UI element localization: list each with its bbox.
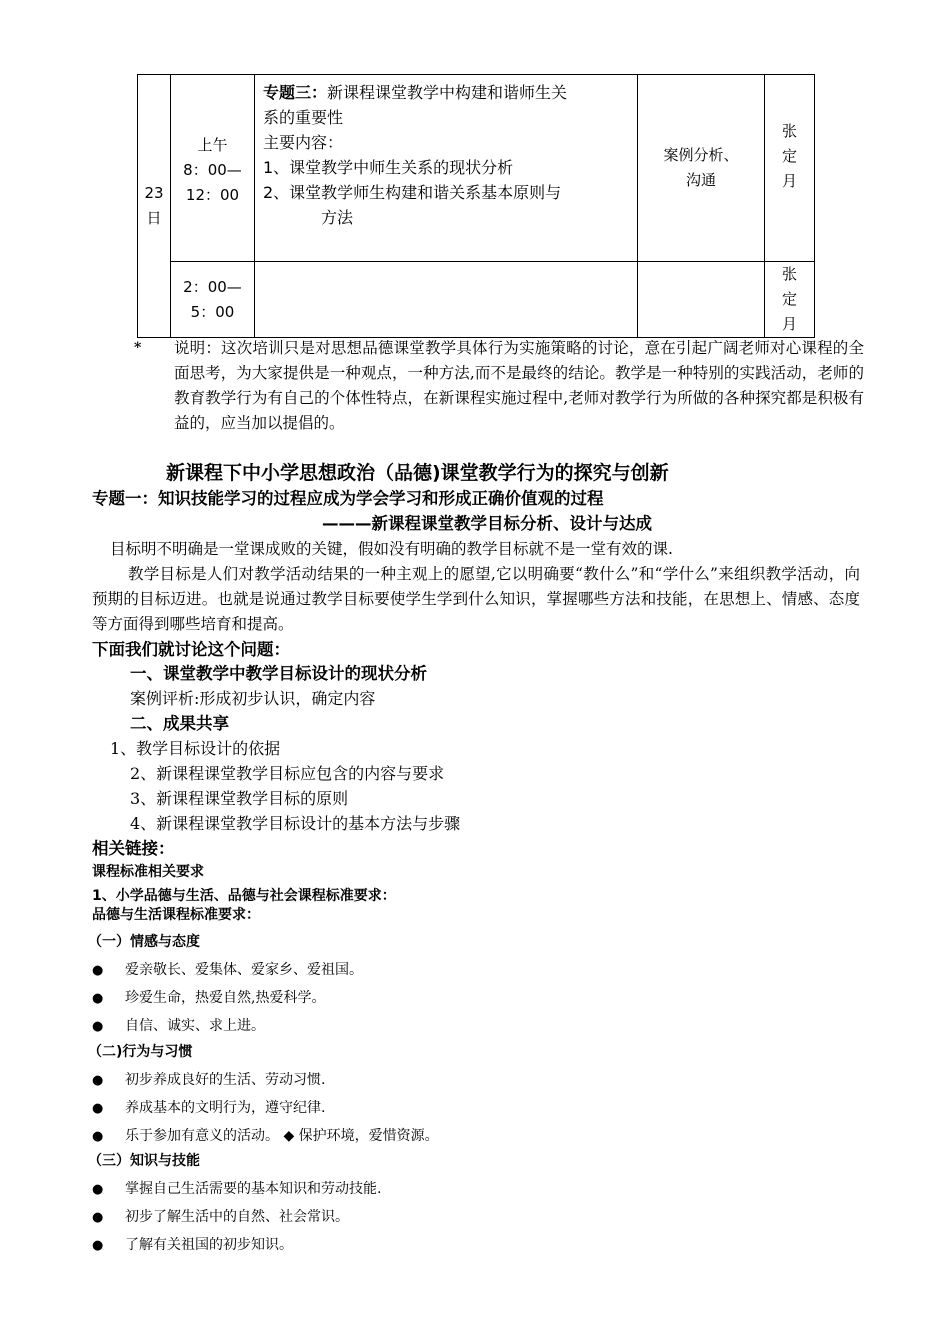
list-item-text: 了解有关祖国的初步知识。 bbox=[125, 1237, 293, 1253]
bullet-icon: ● bbox=[92, 963, 104, 978]
list-item-2: 2、新课程课堂教学目标应包含的内容与要求 bbox=[130, 764, 445, 783]
time-text: 2：00— bbox=[183, 277, 242, 296]
bullet-icon: ● bbox=[92, 1101, 104, 1116]
method-text: 案例分析、 bbox=[663, 146, 739, 164]
list-item-4: 4、新课程课堂教学目标设计的基本方法与步骤 bbox=[130, 814, 461, 833]
time-text: 上午 bbox=[197, 135, 228, 154]
time-text: 12：00 bbox=[185, 185, 240, 204]
list-item bbox=[92, 1206, 349, 1226]
person-char: 张 bbox=[781, 265, 797, 283]
list-item-3: 3、新课程课堂教学目标的原则 bbox=[130, 789, 349, 808]
schedule-person-afternoon bbox=[765, 262, 815, 338]
list-item bbox=[92, 1178, 381, 1198]
list-item-1: 1、教学目标设计的依据 bbox=[110, 739, 281, 758]
note-text: 说明：这次培训只是对思想品德课堂教学具体行为实施策略的讨论，意在引起广阔老师对心课程的全面思考，为大家提供是一种观点，一种方法,而不是最终的结论。教学是一种特别的实践活动，老师的教育教学行为有自己的个体性特点，在新课程实施过程中,老师对教学行为所做的各种探究都是积极有益的，应当加以提倡的。 bbox=[174, 339, 864, 432]
list-item-text: 自信、诚实、求上进。 bbox=[125, 1018, 265, 1034]
person-char: 月 bbox=[781, 172, 797, 190]
content-item-cont: 方法 bbox=[321, 208, 354, 227]
schedule-row-morning bbox=[138, 75, 815, 262]
list-item bbox=[92, 1069, 325, 1089]
topic1-title: 专题一：知识技能学习的过程应成为学会学习和形成正确价值观的过程 bbox=[92, 489, 604, 508]
topic-title: 新课程课堂教学中构建和谐师生关 bbox=[327, 83, 568, 102]
bullet-icon: ● bbox=[92, 1182, 104, 1197]
topic-head: 专题三： bbox=[263, 83, 328, 102]
para-1: 目标明不明确是一堂课成败的关键，假如没有明确的教学目标就不是一堂有效的课. bbox=[110, 540, 673, 558]
schedule-day-cell bbox=[138, 75, 171, 338]
bullet-icon: ● bbox=[92, 1238, 104, 1253]
standard-title: 课程标准相关要求 bbox=[92, 864, 204, 880]
list-item-text: 掌握自己生活需要的基本知识和劳动技能. bbox=[125, 1181, 382, 1197]
content-item: 1、课堂教学中师生关系的现状分析 bbox=[263, 158, 514, 177]
list-item bbox=[92, 1234, 293, 1254]
para-2-text: 教学目标是人们对教学活动结果的一种主观上的愿望,它以明确要“教什么”和“学什么”来组织教学活动，向预期的目标迈进。也就是说通过教学目标要使学生学到什么知识，掌握哪些方法和技能，在思想上、情感、态度等方面得到哪些培育和提高。 bbox=[92, 565, 860, 633]
schedule-time-morning bbox=[171, 75, 255, 262]
content-item: 2、课堂教学师生构建和谐关系基本原则与 bbox=[263, 183, 562, 202]
schedule-table bbox=[137, 74, 815, 338]
time-text: 5：00 bbox=[190, 302, 235, 321]
standard-1: 1、小学品德与生活、品德与社会课程标准要求： bbox=[92, 888, 396, 904]
schedule-time-afternoon bbox=[171, 262, 255, 338]
list-item-text: 乐于参加有意义的活动。 ◆ 保护环境，爱惜资源。 bbox=[125, 1128, 439, 1144]
topic-title-cont: 系的重要性 bbox=[263, 108, 344, 127]
list-item bbox=[92, 1125, 439, 1145]
bullet-icon: ● bbox=[92, 991, 104, 1006]
standard-1-sub: 品德与生活课程标准要求： bbox=[92, 907, 260, 923]
list-item-text: 初步了解生活中的自然、社会常识。 bbox=[125, 1209, 349, 1225]
person-char: 月 bbox=[781, 315, 797, 333]
discuss-heading: 下面我们就讨论这个问题： bbox=[92, 640, 290, 659]
section-1-heading: 一、课堂教学中教学目标设计的现状分析 bbox=[130, 664, 427, 683]
note-star: * bbox=[134, 340, 142, 356]
group-2-heading: （二)行为与习惯 bbox=[88, 1044, 193, 1060]
list-item-text: 珍爱生命，热爱自然,热爱科学。 bbox=[125, 990, 326, 1006]
schedule-topic-afternoon bbox=[255, 262, 638, 338]
list-item-text: 初步养成良好的生活、劳动习惯. bbox=[125, 1072, 326, 1088]
list-item bbox=[92, 1015, 265, 1035]
person-char: 定 bbox=[781, 290, 797, 308]
group-1-heading: （一）情感与态度 bbox=[88, 934, 200, 950]
schedule-row-afternoon bbox=[138, 262, 815, 338]
list-item bbox=[92, 959, 363, 979]
list-item bbox=[92, 1097, 325, 1117]
topic1-subtitle: ———新课程课堂教学目标分析、设计与达成 bbox=[322, 514, 652, 533]
note-block bbox=[134, 336, 864, 436]
person-char: 张 bbox=[781, 122, 797, 140]
schedule-topic-morning bbox=[255, 75, 638, 262]
bullet-icon: ● bbox=[92, 1129, 104, 1144]
list-item bbox=[92, 987, 325, 1007]
content-label: 主要内容： bbox=[263, 133, 344, 152]
para-2 bbox=[92, 562, 860, 637]
schedule-method-afternoon bbox=[638, 262, 765, 338]
time-text: 8：00— bbox=[183, 160, 242, 179]
main-title: 新课程下中小学思想政治（品德)课堂教学行为的探究与创新 bbox=[166, 462, 669, 484]
bullet-icon: ● bbox=[92, 1019, 104, 1034]
person-char: 定 bbox=[781, 147, 797, 165]
section-1-text: 案例评析:形成初步认识，确定内容 bbox=[130, 689, 376, 708]
schedule-day: 23日 bbox=[144, 184, 164, 227]
schedule-person-morning bbox=[765, 75, 815, 262]
bullet-icon: ● bbox=[92, 1073, 104, 1088]
group-3-heading: （三）知识与技能 bbox=[88, 1153, 200, 1169]
section-2-heading: 二、成果共享 bbox=[130, 714, 229, 733]
list-item-text: 爱亲敬长、爱集体、爱家乡、爱祖国。 bbox=[125, 962, 363, 978]
method-text: 沟通 bbox=[685, 171, 716, 189]
schedule-method-morning bbox=[638, 75, 765, 262]
bullet-icon: ● bbox=[92, 1210, 104, 1225]
list-item-text: 养成基本的文明行为，遵守纪律. bbox=[125, 1100, 326, 1116]
links-heading: 相关链接： bbox=[92, 839, 175, 858]
